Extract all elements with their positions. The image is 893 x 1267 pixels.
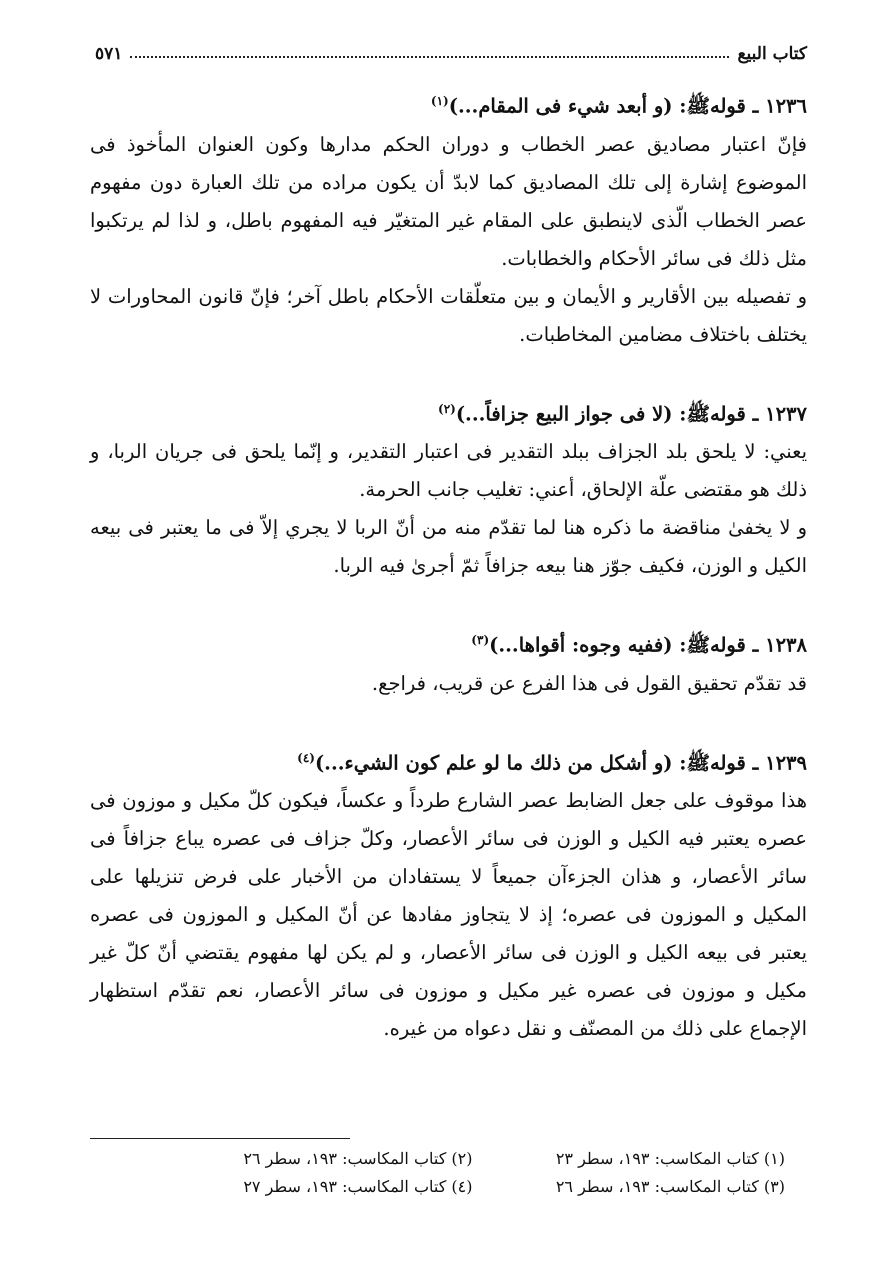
section-1237 [90,390,807,586]
footnote-list [90,1145,807,1201]
paragraph: يعني: لا يلحق بلد الجزاف ببلد التقدير فى اعتبار التقدير، و إنّما يلحق فى جريان الربا، و ذلك هو مقتضى علّة الإلحاق، أعني: تغليب جانب الحرمة. [90,440,807,501]
paragraph: قد تقدّم تحقيق القول فى هذا الفرع عن قريب، فراجع. [371,671,807,695]
section-1238 [90,621,807,703]
section-1239 [90,739,807,1049]
running-header [95,30,807,64]
book-title: كتاب البيع [737,44,807,64]
page-number: ٥٧١ [95,44,123,64]
footnote-3: (٣) كتاب المكاسب: ١٩٣، سطر ٢٦ [555,1177,785,1196]
section-heading: ١٢٣٦ ـ قوله‌ﷺ: (و أبعد شي‌ء فى المقام...)$^{(١)}$ [430,94,807,118]
footnote-rule [90,1138,350,1139]
footnotes [90,1138,807,1201]
footnote-ref[interactable]: (٣) [471,633,490,647]
paragraph: و لا يخفىٰ مناقضة ما ذكره هنا لما تقدّم منه من أنّ الربا لا يجري إلاّ فى ما يعتبر فى بيعه الكيل و الوزن، فكيف جوّز هنا بيعه جزافاً ثمّ أجرىٰ فيه الربا. [90,516,807,577]
main-text [90,82,807,1048]
paragraph: فإنّ اعتبار مصاديق عصر الخطاب و دوران الحكم مدارها وكون العنوان المأخوذ فى الموضوع إشارة إلى تلك المصاديق كما لابدّ أن يكون مراده من تلك العبارة دون مفهوم عصر الخطاب الّذى لاينطبق على المقام غير المتغيّر فيه المفهوم باطل، و لذا لم يرتكبوا مثل ذلك فى سائر الأحكام والخطابات. [90,132,807,270]
section-heading: ١٢٣٨ ـ قوله‌ﷺ: (ففيه وجوه: أقواها...)$^{(٣)}$ [471,633,807,657]
section-heading: ١٢٣٧ ـ قوله‌ﷺ: (لا فى جواز البيع جزافاً...)$^{(٢)}$ [438,401,807,425]
footnote-4: (٤) كتاب المكاسب: ١٩٣، سطر ٢٧ [243,1177,473,1196]
paragraph: هذا موقوف على جعل الضابط عصر الشارع طرداً و عكساً، فيكون كلّ مكيل و موزون فى عصره يعتبر فيه الكيل و الوزن فى سائر الأعصار، وكلّ جزاف فى عصره يباع جزافاً فى سائر الأعصار، و هذان الجزءآن جميعاً لا يستفادان من الأخبار على فرض تنزيلها على المكيل و الموزون فى عصره؛ إذ لا يتجاوز مفادها عن أنّ المكيل و الموزون فى عصره يعتبر فى بيعه الكيل و الوزن فى سائر الأعصار، و لم يكن لها مفهوم يقتضي أنّ كلّ غير مكيل و موزون فى عصره غير مكيل و موزون فى سائر الأعصار، نعم تقدّم استظهار الإجماع على ذلك من المصنّف و نقل دعواه من غيره. [90,789,807,1040]
paragraph: و تفصيله بين الأقارير و الأيمان و بين متعلّقات الأحكام باطل آخر؛ فإنّ قانون المحاورات لا يختلف باختلاف مضامين المخاطبات. [90,284,807,346]
footnote-1: (١) كتاب المكاسب: ١٩٣، سطر ٢٣ [555,1149,785,1168]
section-heading: ١٢٣٩ ـ قوله‌ﷺ: (و أشكل من ذلك ما لو علم كون الشي‌ء...)$^{(٤)}$ [297,750,807,774]
footnote-ref[interactable]: (٢) [438,401,456,416]
section-1236 [90,82,807,354]
footnote-2: (٢) كتاب المكاسب: ١٩٣، سطر ٢٦ [243,1149,473,1168]
footnote-ref[interactable]: (١) [430,94,449,108]
footnote-ref[interactable]: (٤) [297,750,315,765]
header-leader-dots [130,56,729,58]
